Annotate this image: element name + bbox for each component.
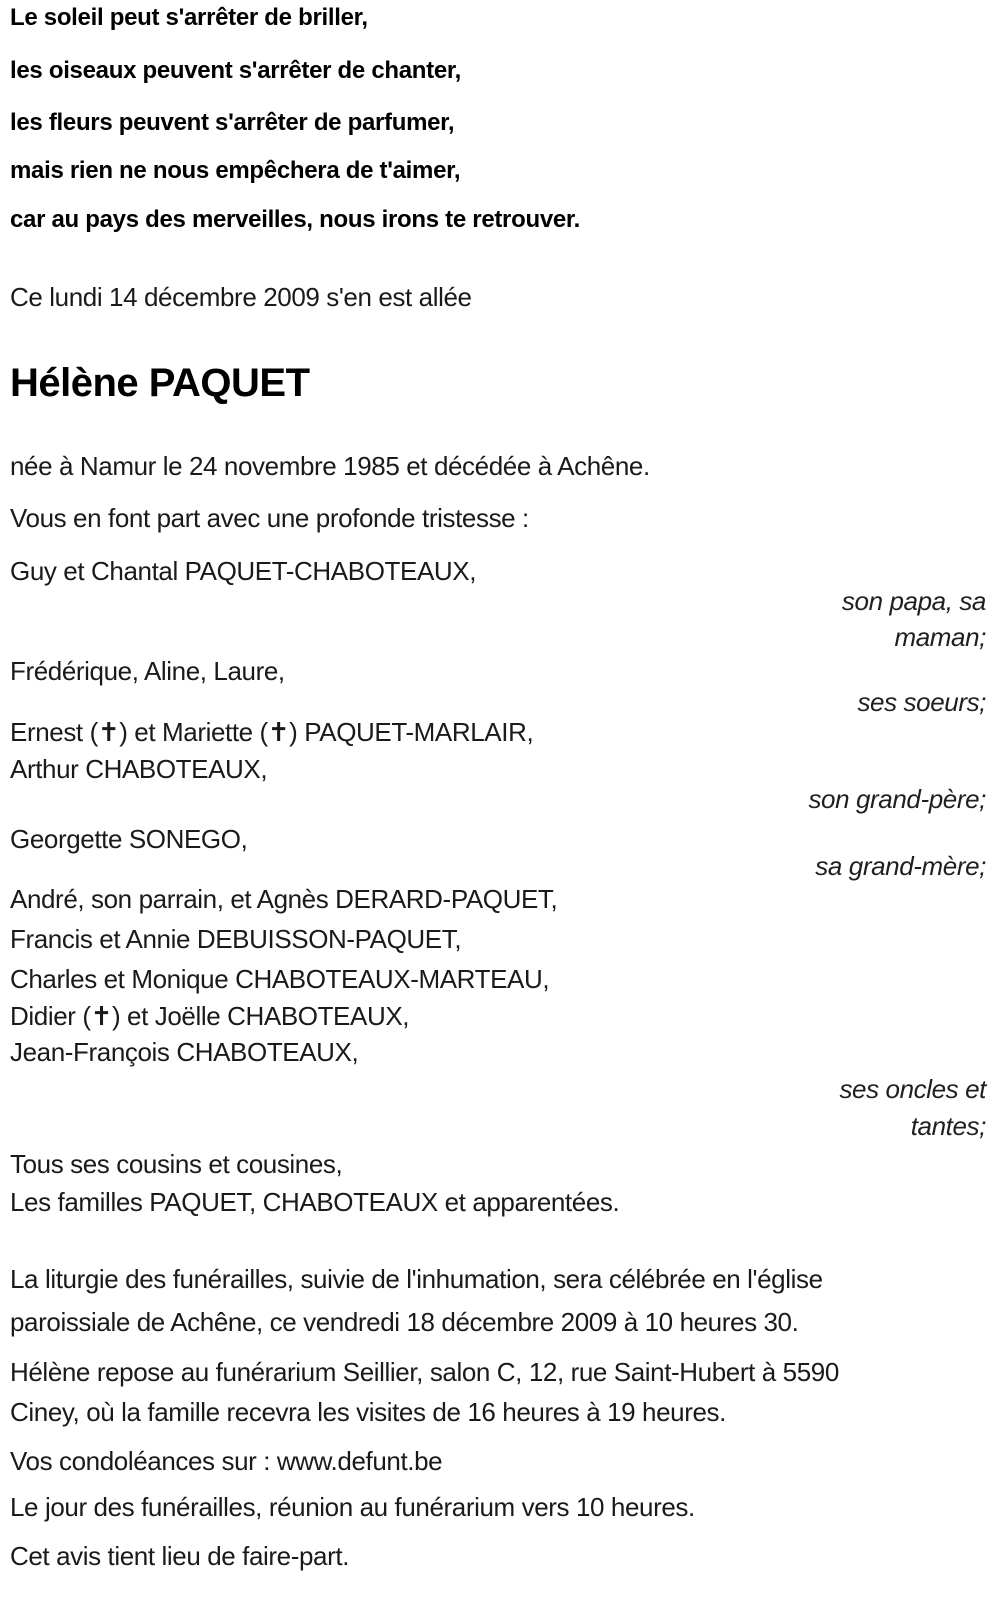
funeral-home-line: Ciney, où la famille recevra les visites de 16 heures à 19 heures. [10,1397,726,1427]
family-name-line: André, son parrain, et Agnès DERARD-PAQUET, [10,884,558,914]
funeral-info-line: La liturgie des funérailles, suivie de l'inhumation, sera célébrée en l'église [10,1264,823,1294]
family-name-line: Didier (✝) et Joëlle CHABOTEAUX, [10,1001,410,1031]
family-name-line: Francis et Annie DEBUISSON-PAQUET, [10,924,462,954]
funeral-home-line: Hélène repose au funérarium Seillier, salon C, 12, rue Saint-Hubert à 5590 [10,1357,839,1387]
poem-line: les fleurs peuvent s'arrêter de parfumer, [10,109,455,136]
poem-line: mais rien ne nous empêchera de t'aimer, [10,157,461,184]
relation-line: son grand-père; [808,784,986,814]
condolences-line: Vos condoléances sur : www.defunt.be [10,1446,443,1476]
poem-line: les oiseaux peuvent s'arrêter de chanter, [10,57,461,84]
relation-line: tantes; [910,1111,986,1141]
family-name-line: Jean-François CHABOTEAUX, [10,1037,359,1067]
family-name-line: Guy et Chantal PAQUET-CHABOTEAUX, [10,556,477,586]
relation-line: sa grand-mère; [815,851,986,881]
funeral-day-line: Le jour des funérailles, réunion au funérarium vers 10 heures. [10,1492,695,1522]
relation-line: ses oncles et [839,1074,986,1104]
presented-by-line: Vous en font part avec une profonde tristesse : [10,503,529,533]
family-name-line: Georgette SONEGO, [10,824,248,854]
relation-line: ses soeurs; [857,687,986,717]
family-name-line: Arthur CHABOTEAUX, [10,754,268,784]
family-name-line: Tous ses cousins et cousines, [10,1149,343,1179]
date-intro-line: Ce lundi 14 décembre 2009 s'en est allée [10,282,472,312]
family-name-line: Frédérique, Aline, Laure, [10,656,285,686]
relation-line: son papa, sa [841,586,986,616]
funeral-info-line: paroissiale de Achêne, ce vendredi 18 décembre 2009 à 10 heures 30. [10,1307,799,1337]
relation-line: maman; [894,622,986,652]
poem-line: car au pays des merveilles, nous irons te retrouver. [10,206,580,233]
deceased-name-title: Hélène PAQUET [10,361,310,405]
family-name-line: Charles et Monique CHABOTEAUX-MARTEAU, [10,964,550,994]
family-name-line: Ernest (✝) et Mariette (✝) PAQUET-MARLAIR, [10,717,534,747]
birth-death-line: née à Namur le 24 novembre 1985 et décédée à Achêne. [10,451,650,481]
family-name-line: Les familles PAQUET, CHABOTEAUX et apparentées. [10,1187,620,1217]
notice-footer-line: Cet avis tient lieu de faire-part. [10,1541,350,1571]
poem-line: Le soleil peut s'arrêter de briller, [10,4,368,31]
